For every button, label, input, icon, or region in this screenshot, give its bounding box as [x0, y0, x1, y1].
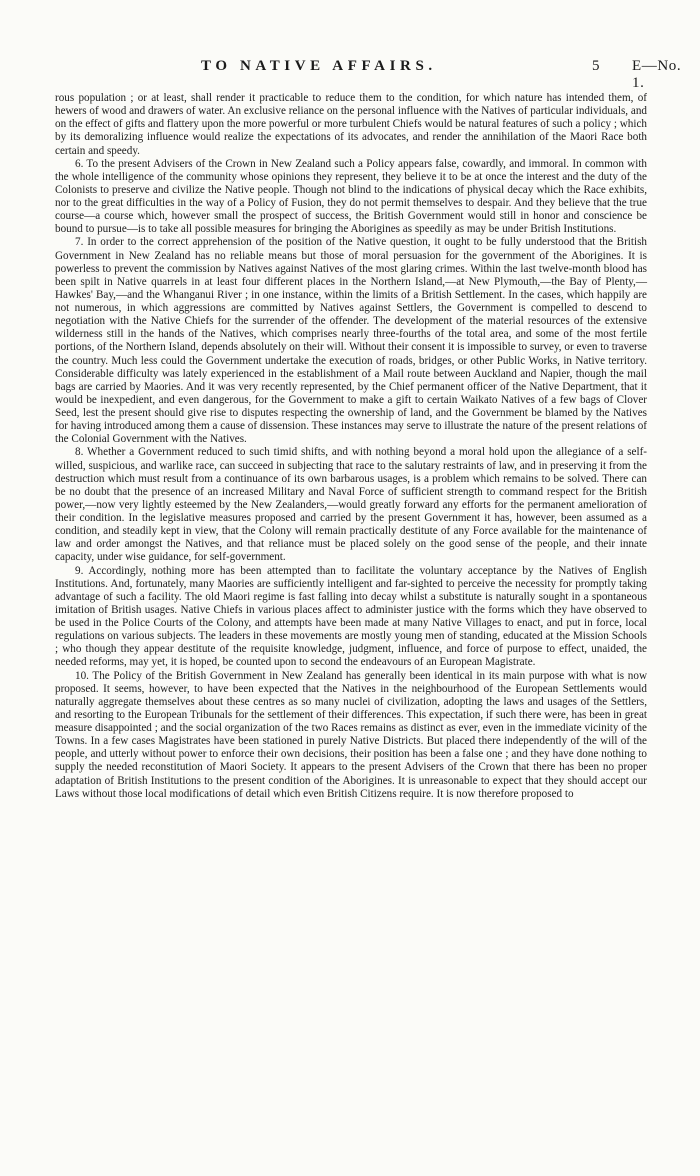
paragraph-9: 9. Accordingly, nothing more has been attempted than to facilitate the voluntary acceptance by the Natives of English Institutions. And, fortunately, many Maories are sufficiently intelligent and far-sighted to perceive the necessity for promptly taking advantage of such a facility. The old Maori regime is fast falling into decay whilst a substitute is naturally sought in a spontaneous imitation of British usages. Native Chiefs in various places affect to administer justice with the forms which they have observed to be used in the Police Courts of the Colony, and attempts have been made at many Native Villages to enact, and put in force, local regulations on various subjects. The leaders in these movements are mostly young men of standing, educated at the Mission Schools ; who though they appear destitute of the requisite knowledge, judgment, influence, and force of purpose to effect, unaided, the needed reforms, may yet, it is hoped, be counted upon to second the endeavours of an European Magistrate.	[55, 564, 647, 669]
document-reference: E—No. 1.	[632, 58, 682, 91]
paragraph-8: 8. Whether a Government reduced to such timid shifts, and with nothing beyond a moral hold upon the allegiance of a self-willed, suspicious, and warlike race, can succeed in subjecting that race to the salutary restraints of law, and in preserving it from the destruction which must result from a continuance of its own barbarous usages, is a problem which remains to be solved. There can be no doubt that the presence of an increased Military and Naval Force of sufficient strength to command respect for the British power,—now very lightly esteemed by the New Zealanders,—would greatly forward any efforts for the permanent amelioration of their condition. In the legislative measures proposed and carried by the present Government it has, however, been assumed as a condition, and steadily kept in view, that the Colony will remain practically destitute of any Force available for the maintenance of law and order amongst the Natives, and that reliance must be placed solely on the good sense of the people, and their innate capacity, under wise guidance, for self-government.	[55, 446, 647, 564]
paragraph-10: 10. The Policy of the British Government in New Zealand has generally been identical in its main purpose with what is now proposed. It seems, however, to have been expected that the Natives in the neighbourhood of the European Settlements would naturally aggregate themselves about these centres as so many nuclei of civilization, adopting the laws and usages of the Settlers, and resorting to the European Tribunals for the settlement of their differences. This expectation, if such there were, has been in great measure disappointed ; and the social organization of the two Races remains as distinct as ever, even in the immediate vicinity of the Towns. In a few cases Magistrates have been stationed in purely Native Districts. But placed there independently of the will of the people, and utterly without power to enforce their own decisions, their position has been a false one ; and they have done nothing to supply the needed reconstitution of Maori Society. It appears to the present Advisers of the Crown that there has been no proper adaptation of British Institutions to the present condition of the Aborigines. It is unreasonable to expect that they should accept our Laws without those local modifications of detail which even British Citizens require. It is now therefore proposed to	[55, 669, 647, 800]
page-number: 5	[592, 58, 600, 74]
page-header	[66, 58, 686, 91]
paragraph-6: 6. To the present Advisers of the Crown in New Zealand such a Policy appears false, cowardly, and immoral. In common with the whole intelligence of the community whose opinions they represent, they believe it to be at once the interest and the duty of the Colonists to preserve and civilize the Native people. Though not blind to the indications of physical decay which the Race exhibits, nor to the great difficulties in the way of a Policy of Fusion, they do not permit themselves to despair. And they believe that the true course—a course which, however small the prospect of success, the British Government would still in honor and conscience be bound to pursue—is to take all possible measures for bringing the Aborigines as speedily as may be under British Institutions.	[55, 157, 647, 236]
body-text	[55, 92, 647, 801]
running-title: TO NATIVE AFFAIRS.	[201, 58, 437, 74]
paragraph-continuation: rous population ; or at least, shall render it practicable to reduce them to the condition, for which nature has intended them, of hewers of wood and drawers of water. An exclusive reliance on the personal influence with the Natives of particular individuals, and on the effect of gifts and flattery upon the more powerful or more turbulent Chiefs would be natural features of such a policy ; which by its demoralizing influence would realize the expectations of its advocates, and render the annihilation of the Maori Race both certain and speedy.	[55, 92, 647, 157]
paragraph-7: 7. In order to the correct apprehension of the position of the Native question, it ought to be fully understood that the British Government in New Zealand has no reliable means but those of moral persuasion for the government of the Aborigines. It is powerless to prevent the commission by Natives against Natives of the most glaring crimes. Within the last twelve-month blood has been spilt in Native quarrels in at least four different places in the Northern Island,—at New Plymouth,—the Bay of Plenty,—Hawkes' Bay,—and the Whanganui River ; in one instance, within the limits of a British Settlement. In the cases, which happily are not numerous, in which aggressions are committed by Natives against Settlers, the Government is compelled to descend to negotiation with the Native Chiefs for the surrender of the offender. The development of the material resources of the extensive wilderness still in the hands of the Natives, which comprises nearly three-fourths of the total area, and some of the most fertile portions, of the Northern Island, depends absolutely on their will. Without their consent it is impossible to survey, or even to traverse the country. Much less could the Government undertake the execution of roads, bridges, or other Public Works, in Native territory. Considerable difficulty was lately experienced in the establishment of a Mail route between Auckland and Napier, though the mail bags are carried by Maories. And it was very recently represented, by the Chief permanent officer of the Native Department, that it would be inexpedient, and even dangerous, for the Government to make a gift to certain Waikato Natives of a few bags of Clover Seed, lest the present should give rise to disputes respecting the ownership of land, and the Government be blamed by the Natives for having introduced among them a cause of dissension. These instances may serve to illustrate the nature of the present relations of the Colonial Government with the Natives.	[55, 236, 647, 446]
